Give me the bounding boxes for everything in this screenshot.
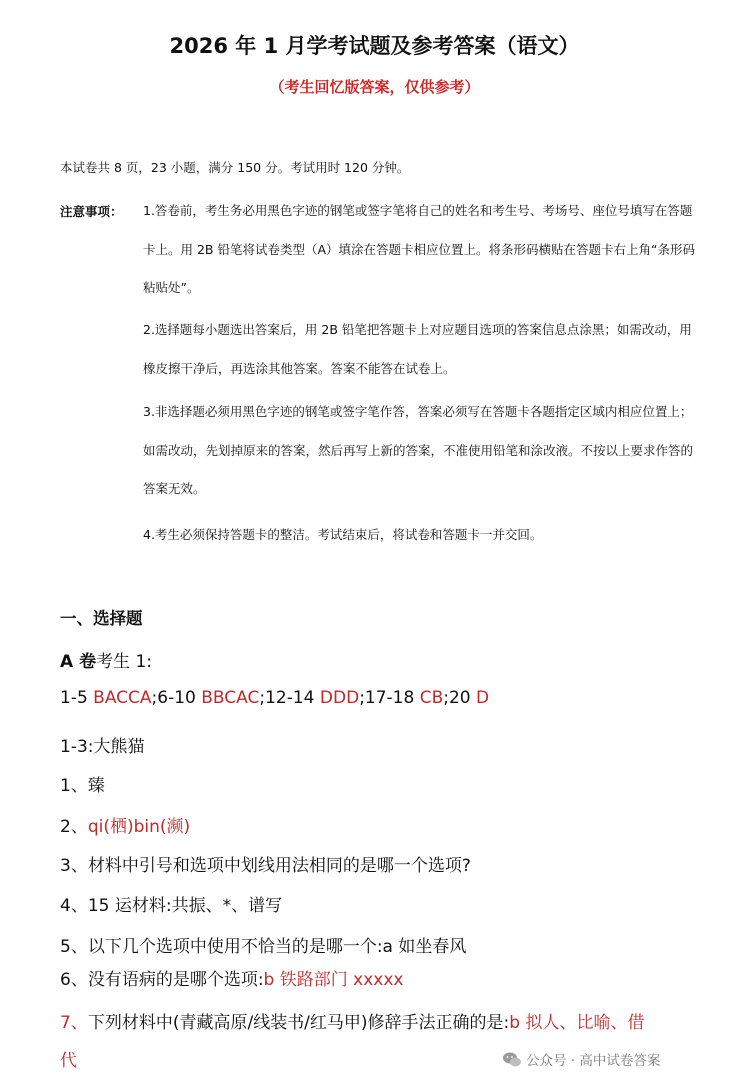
page-title: 2026 年 1 月学考试题及参考答案（语文） xyxy=(169,34,580,58)
answer-range: ;20 xyxy=(443,688,477,708)
answer-value: BBCAC xyxy=(201,688,260,708)
watermark-text: 公众号 · 高中试卷答案 xyxy=(526,1053,661,1069)
item-answer: b 拟人、比喻、借 xyxy=(509,1013,645,1033)
section-title: 一、选择题 xyxy=(60,609,143,628)
answer-key-line xyxy=(60,688,489,708)
item-number: 2、 xyxy=(60,817,88,837)
item-question: 6、没有语病的是哪个选项: xyxy=(60,970,264,990)
item-answer: b 铁路部门 xxxxx xyxy=(263,970,404,990)
answer-item-2 xyxy=(60,812,190,837)
answer-range: ;12-14 xyxy=(259,688,320,708)
notice-item-3: 3.非选择题必须用黑色字迹的钢笔或签字笔作答，答案必须写在答题卡各题指定区域内相应位置上；如需改动，先划掉原来的答案，然后再写上新的答案，不准使用铅笔和涂改液。不按以上要求作答的答案无效。 xyxy=(143,404,694,496)
notice-item-2: 2.选择题每小题选出答案后，用 2B 铅笔把答题卡上对应题目选项的答案信息点涂黑；如需改动，用橡皮擦干净后，再选涂其他答案。答案不能答在试卷上。 xyxy=(143,322,692,376)
answer-item-7 xyxy=(60,1008,644,1033)
notice-item-1: 1.答卷前，考生务必用黑色字迹的钢笔或签字笔将自己的姓名和考生号、考场号、座位号填写在答题卡上。用 2B 铅笔将试卷类型（A）填涂在答题卡相应位置上。将条形码横贴在答题卡右上角“条形码粘贴处”。 xyxy=(143,203,696,295)
paper-label-bold: A 卷 xyxy=(60,652,97,672)
answer-value: BACCA xyxy=(93,688,152,708)
answer-range: ;17-18 xyxy=(359,688,420,708)
answer-range: ;6-10 xyxy=(151,688,202,708)
answer-item-4: 4、15 运材料:共振、*、谱写 xyxy=(60,896,283,916)
paper-label xyxy=(60,647,152,672)
answer-item-1-3: 1-3:大熊猫 xyxy=(60,737,145,757)
item-question: 下列材料中(青藏高原/线装书/红马甲)修辞手法正确的是: xyxy=(87,1013,510,1033)
answer-item-6 xyxy=(60,965,403,990)
item-answer: qi(栖)bin(濒) xyxy=(87,817,191,837)
wechat-icon xyxy=(502,1051,522,1073)
paper-label-rest: 考生 1: xyxy=(96,652,153,672)
answer-value: D xyxy=(476,688,490,708)
item-number: 7、 xyxy=(60,1013,88,1033)
answer-item-5: 5、以下几个选项中使用不恰当的是哪一个:a 如坐春风 xyxy=(60,937,467,957)
answer-value: CB xyxy=(419,688,444,708)
watermark xyxy=(502,1049,660,1073)
notice-item-4: 4.考生必须保持答题卡的整洁。考试结束后，将试卷和答题卡一并交回。 xyxy=(143,527,543,542)
notice-label: 注意事项： xyxy=(60,204,123,219)
answer-range: 1-5 xyxy=(60,688,94,708)
answer-item-7-continued: 代 xyxy=(60,1051,77,1071)
page-subtitle: （考生回忆版答案，仅供参考） xyxy=(269,78,480,96)
answer-value: DDD xyxy=(319,688,360,708)
exam-intro: 本试卷共 8 页，23 小题，满分 150 分。考试用时 120 分钟。 xyxy=(60,160,410,175)
answer-item-1: 1、臻 xyxy=(60,776,105,796)
answer-item-3: 3、材料中引号和选项中划线用法相同的是哪一个选项? xyxy=(60,856,471,876)
